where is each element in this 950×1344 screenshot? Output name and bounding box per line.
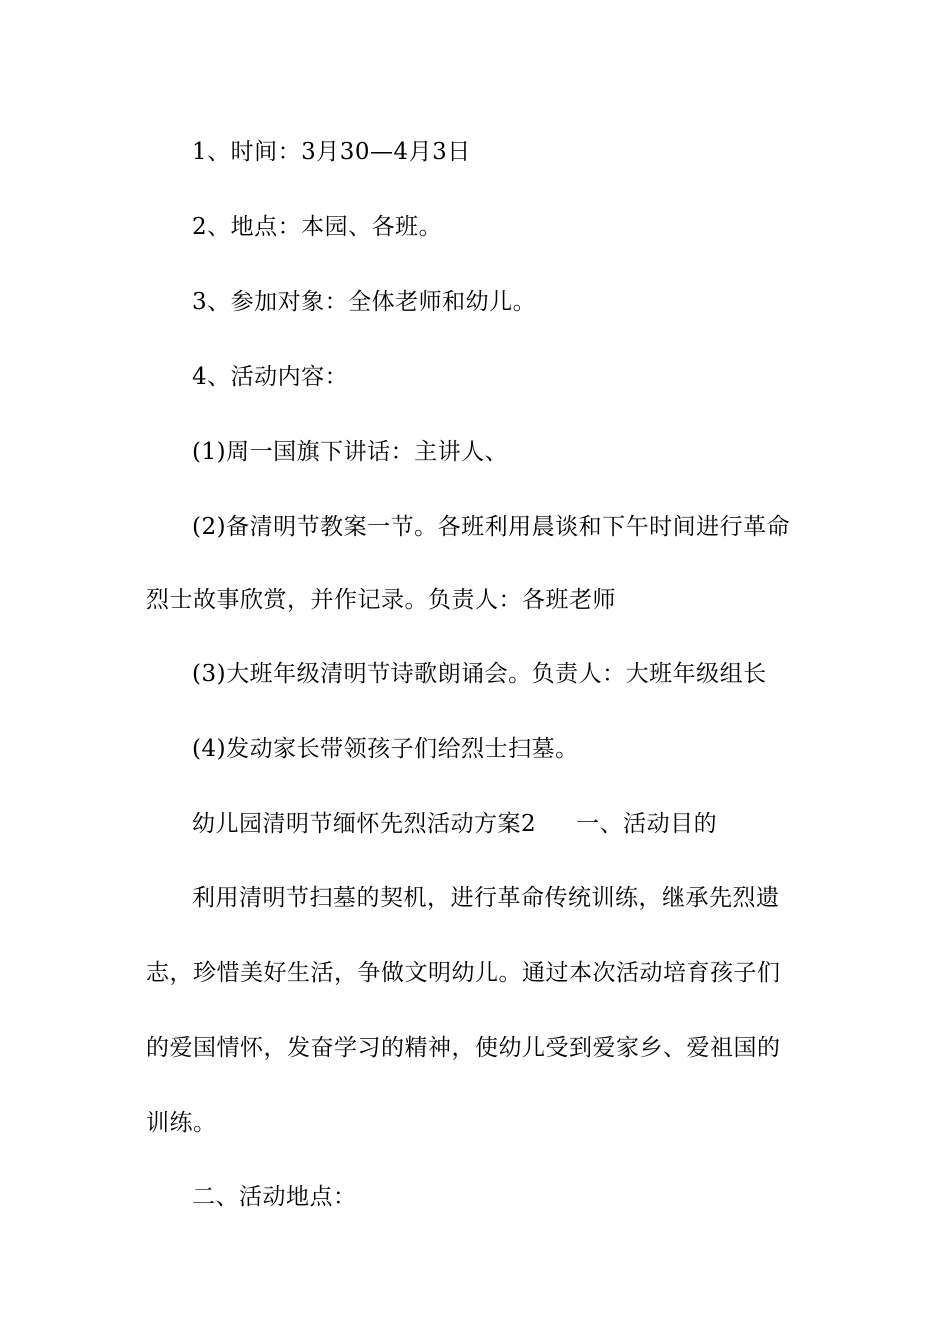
content-item-4: (4)发动家长带领孩子们给烈士扫墓。 bbox=[192, 736, 579, 762]
goal-paragraph-line-1: 利用清明节扫墓的契机，进行革命传统训练，继承先烈遗 bbox=[192, 885, 780, 911]
content-item-2: (2)备清明节教案一节。各班利用晨谈和下午时间进行革命 bbox=[192, 514, 791, 540]
content-item-1: (1)周一国旗下讲话：主讲人、 bbox=[192, 439, 509, 465]
item-location: 2、地点：本园、各班。 bbox=[192, 214, 443, 240]
item-participants: 3、参加对象：全体老师和幼儿。 bbox=[192, 289, 537, 315]
goal-paragraph-line-4: 训练。 bbox=[146, 1110, 217, 1136]
section-location-heading: 二、活动地点： bbox=[192, 1184, 357, 1210]
item-time: 1、时间：3月30—4月3日 bbox=[192, 139, 471, 165]
section-goal-heading: 一、活动目的 bbox=[576, 811, 718, 837]
plan-2-heading-row bbox=[192, 809, 862, 839]
content-item-3: (3)大班年级清明节诗歌朗诵会。负责人：大班年级组长 bbox=[192, 661, 767, 687]
goal-paragraph-line-2: 志，珍惜美好生活，争做文明幼儿。通过本次活动培育孩子们 bbox=[146, 960, 781, 986]
goal-paragraph-line-3: 的爱国情怀，发奋学习的精神，使幼儿受到爱家乡、爱祖国的 bbox=[146, 1035, 781, 1061]
plan-2-title: 幼儿园清明节缅怀先烈活动方案2 bbox=[192, 811, 537, 837]
item-content-heading: 4、活动内容： bbox=[192, 364, 349, 390]
content-item-2-continued: 烈士故事欣赏，并作记录。负责人：各班老师 bbox=[146, 587, 616, 613]
